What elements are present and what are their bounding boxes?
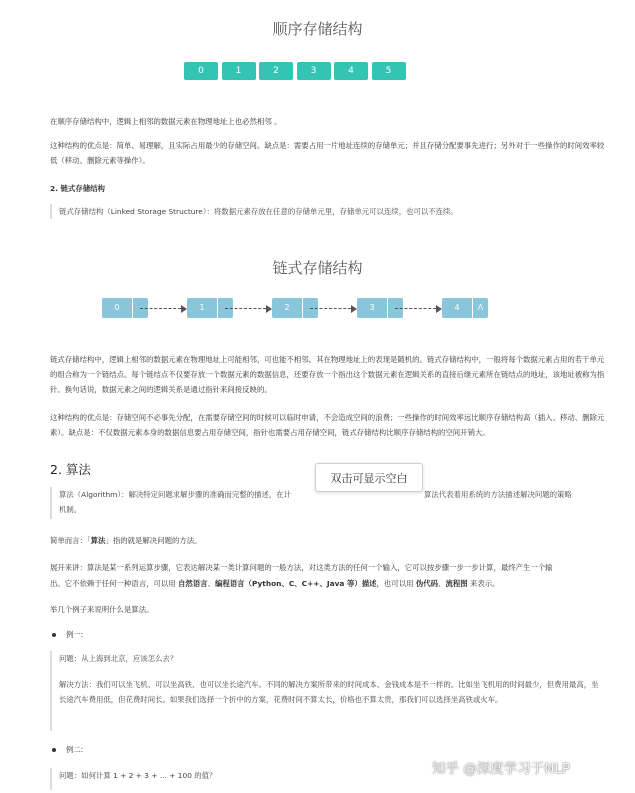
algorithm-expand-line2 [50,576,610,591]
example1-solution: 解决方法：我们可以坐飞机、可以坐高铁、也可以坐长途汽车。不同的解决方案所带来的时间成本、金钱成本是不一样的。比如坐飞机用的时间最少，但费用最高，坐长途汽车费用低，但花费时间长。如果我们选择一个折中的方案，花费时间不算太长，价格也不算太贵，那我们可以选择坐高铁或火车。 [59,680,599,704]
array-cell: 5 [372,62,406,80]
array-cell: 3 [297,62,331,80]
array-cell: 0 [184,62,218,80]
node-value: 1 [199,303,205,312]
algorithm-heading: 2. 算法 [50,462,91,477]
zhihu-watermark: 知乎 @深度学习于NLP [432,761,571,777]
sequential-pros-cons: 这种结构的优点是：简单、易理解，且实际占用最少的存储空间。缺点是：需要占用一片地址连续的存储单元；并且存储分配要事先进行；另外对于一些操作的时间效率较低（移动、删除元素等操作）。 [50,141,605,165]
array-cell: 4 [334,62,368,80]
algorithm-simple-prefix: 简单而言：「 [50,536,91,545]
show-blank-tooltip[interactable]: 双击可显示空白 [315,463,423,492]
examples-intro: 举几个例子来说明什么是算法。 [50,605,154,614]
expand-flowchart: 流程图 [445,579,468,588]
example1-bullet [52,633,56,637]
null-pointer: Λ [472,298,488,318]
expand-programming-language: 编程语言（Python、C、C++、Java 等）描述 [214,579,377,588]
linked-definition-text: 链式存储结构（Linked Storage Structure）：将数据元素存放在任意的存储单元里，存储单元可以连续，也可以不连续。 [59,207,458,216]
array-cell: 1 [222,62,256,80]
example2-bullet [52,748,56,752]
pointer-arrow-line [310,308,351,309]
expand-text-a: 出。它不依赖于任何一种语言，可以用 [50,579,178,588]
algorithm-quote-start: 算法（Algorithm）：解决特定问题求解步骤的准确而完整的描述，在计 [59,490,292,499]
algorithm-simple [50,533,610,548]
expand-text-c: 、 [207,579,215,588]
pointer-arrow-line [140,308,181,309]
node-value: 4 [454,303,460,312]
linked-heading: 2. 链式存储结构 [50,184,105,193]
example2-question: 问题：如何计算 1 + 2 + 3 + ... + 100 的值？ [59,771,217,780]
expand-pseudocode: 伪代码 [415,579,439,588]
node-value: 3 [369,303,375,312]
expand-natural-language: 自然语言 [178,579,208,588]
expand-text-i: 来表示。 [467,579,500,588]
example2-label: 例二: [66,745,84,754]
sequential-description: 在顺序存储结构中，逻辑上相邻的数据元素在物理地址上也必然相邻 。 [50,117,282,126]
algorithm-expand-line1: 展开来讲：算法是某一系列运算步骤，它表达解决某一类计算问题的一般方法，对这类方法的任何一个输入，它可以按步骤一步一步计算，最终产生一个输 [50,563,553,572]
linked-figure-title: 链式存储结构 [272,259,363,277]
sequential-figure-title: 顺序存储结构 [272,20,363,38]
pointer-arrow-line [395,308,436,309]
linked-node [442,298,488,318]
example1-question: 问题：从上海到北京，应该怎么去？ [59,654,178,663]
algorithm-simple-bold: 算法 [90,536,106,545]
linked-definition-quote [50,204,605,219]
node-value: 2 [284,303,290,312]
example1-quote [50,651,605,731]
example1-label: 例一: [66,630,84,639]
pointer-arrow-line [225,308,266,309]
algorithm-simple-suffix: 」指的就是解决问题的方法。 [105,536,202,545]
algorithm-quote-end: 算法代表着用系统的方法描述解决问题的策略 [424,490,572,499]
linked-pros-cons: 这种结构的优点是：存储空间不必事先分配，在需要存储空间的时候可以临时申请，不会造成空间的浪费；一些操作的时间效率远比顺序存储结构高（插入、移动、删除元素）。缺点是：不仅数据元素本身的数据信息要占用存储空间，指针也需要占用存储空间，链式存储结构比顺序存储结构的空间开销大。 [50,413,605,437]
expand-text-g: 、 [438,579,446,588]
array-cell: 2 [259,62,293,80]
algorithm-quote-line2: 机制。 [59,505,82,514]
linked-description: 链式存储结构中，逻辑上相邻的数据元素在物理地址上可能相邻，可也能不相邻。其在物理地址上的表现是随机的。链式存储结构中，一般将每个数据元素占用的若干单元的组合称为一个链结点。每个链结点不仅要存放一个数据元素的数据信息，还要存放一个指出这个数据元素在逻辑关系的直接后继元素所在链结点的地址，该地址被称为指针。换句话说，数据元素之间的逻辑关系是通过指针来间接反映的。 [50,355,605,394]
node-value: 0 [114,303,120,312]
expand-text-e: ，也可以用 [376,579,416,588]
